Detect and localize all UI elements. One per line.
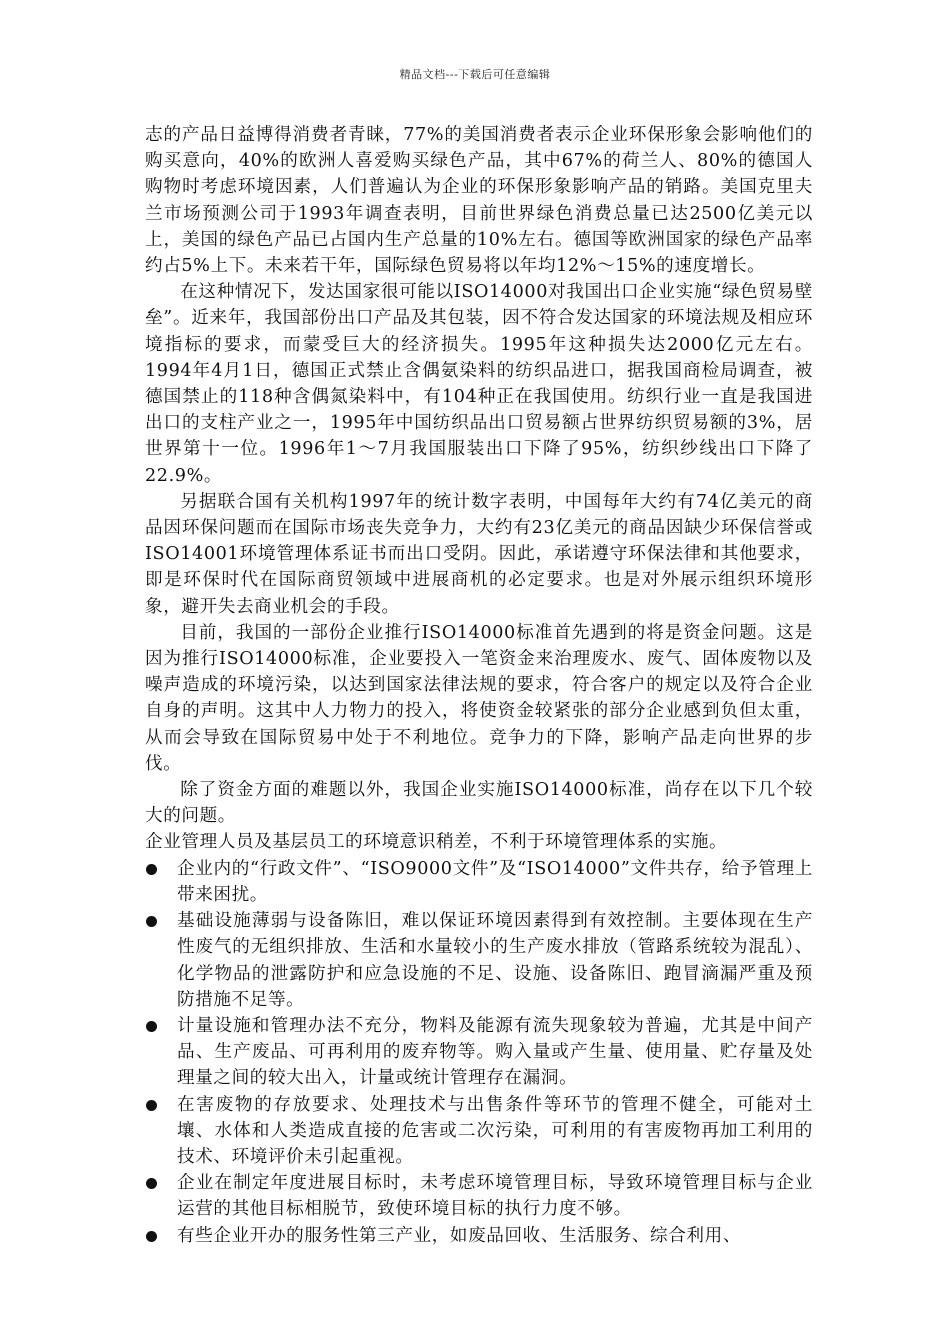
bullet-item — [145, 908, 813, 1013]
paragraph: 企业管理人员及基层员工的环境意识稍差，不利于环境管理体系的实施。 — [145, 832, 728, 853]
bullet-dot-icon — [146, 916, 157, 927]
bullet-dot-icon — [146, 1021, 157, 1032]
document-body — [145, 122, 813, 1249]
bullet-item — [145, 1223, 813, 1249]
bullet-text: 企业内的“行政文件”、“ISO9000文件”及“ISO14000”文件共存，给予管理上带来困扰。 — [177, 858, 813, 905]
paragraph: 志的产品日益博得消费者青睐，77%的美国消费者表示企业环保形象会影响他们的购买意向，40%的欧洲人喜爱购买绿色产品，其中67%的荷兰人、80%的德国人购物时考虑环境因素，人们普遍认为企业的环保形象影响产品的销路。美国克里夫兰市场预测公司于1993年调查表明，目前世界绿色消费总量已达2500亿美元以上，美国的绿色产品已占国内生产总量的10%左右。德国等欧洲国家的绿色产品率约占5%上下。未来若干年，国际绿色贸易将以年均12%～15%的速度增长。 — [145, 125, 813, 277]
page-header: 精品文档---下载后可任意编辑 — [399, 68, 551, 81]
bullet-text: 企业在制定年度进展目标时，未考虑环境管理目标，导致环境管理目标与企业运营的其他目标相脱节，致使环境目标的执行力度不够。 — [177, 1173, 813, 1220]
bullet-item — [145, 1170, 813, 1222]
bullet-dot-icon — [146, 1178, 157, 1189]
bullet-dot-icon — [146, 864, 157, 875]
bullet-item — [145, 1013, 813, 1092]
paragraph: 另据联合国有关机构1997年的统计数字表明，中国每年大约有74亿美元的商品因环保问题而在国际市场丧失竞争力，大约有23亿美元的商品因缺少环保信誉或ISO14001环境管理体系证书而出口受阴。因此，承诺遵守环保法律和其他要求，即是环保时代在国际商贸领域中进展商机的必定要求。也是对外展示组织环境形象，避开失去商业机会的手段。 — [145, 491, 813, 617]
bullet-dot-icon — [146, 1231, 157, 1242]
bullet-text: 在害废物的存放要求、处理技术与出售条件等环节的管理不健全，可能对土壤、水体和人类造成直接的危害或二次污染，可利用的有害废物再加工利用的技术、环境评价未引起重视。 — [177, 1094, 813, 1167]
bullet-text: 基础设施薄弱与设备陈旧，难以保证环境因素得到有效控制。主要体现在生产性废气的无组织排放、生活和水量较小的生产废水排放（管路系统较为混乱）、化学物品的泄露防护和应急设施的不足、设施、设备陈旧、跑冒滴漏严重及预防措施不足等。 — [177, 911, 813, 1010]
paragraph: 除了资金方面的难题以外，我国企业实施ISO14000标准，尚存在以下几个较大的问题。 — [145, 780, 813, 827]
bullet-text: 计量设施和管理办法不充分，物料及能源有流失现象较为普遍，尤其是中间产品、生产废品、可再利用的废弃物等。购入量或产生量、使用量、贮存量及处理量之间的较大出入，计量或统计管理存在漏洞。 — [177, 1015, 813, 1089]
bullet-item — [145, 1092, 813, 1171]
bullet-item — [145, 856, 813, 908]
paragraph: 在这种情况下，发达国家很可能以ISO14000对我国出口企业实施“绿色贸易壁垒”。近来年，我国部份出口产品及其包装，因不符合发达国家的环境法规及相应环境指标的要求，而蒙受巨大的经济损失。1995年这种损失达2000亿元左右。1994年4月1日，德国正式禁止含偶氨染料的纺织品进口，据我国商检局调查，被德国禁止的118种含偶氮染料中，有104种正在我国使用。纺织行业一直是我国进出口的支柱产业之一，1995年中国纺织品出口贸易额占世界纺织贸易额的3%，居世界第十一位。1996年1～7月我国服装出口下降了95%，纺织纱线出口下降了22.9%。 — [145, 282, 813, 486]
paragraph: 目前，我国的一部份企业推行ISO14000标准首先遇到的将是资金问题。这是因为推行ISO14000标准，企业要投入一笔资金来治理废水、废气、固体废物以及噪声造成的环境污染，以达到国家法律法规的要求，符合客户的规定以及符合企业自身的声明。这其中人力物力的投入，将使资金较紧张的部分企业感到负但太重，从而会导致在国际贸易中处于不利地位。竞争力的下降，影响产品走向世界的步伐。 — [145, 622, 813, 774]
bullet-text: 有些企业开办的服务性第三产业，如废品回收、生活服务、综合利用、 — [177, 1225, 742, 1246]
issue-bullet-list — [145, 856, 813, 1249]
bullet-dot-icon — [146, 1100, 157, 1111]
